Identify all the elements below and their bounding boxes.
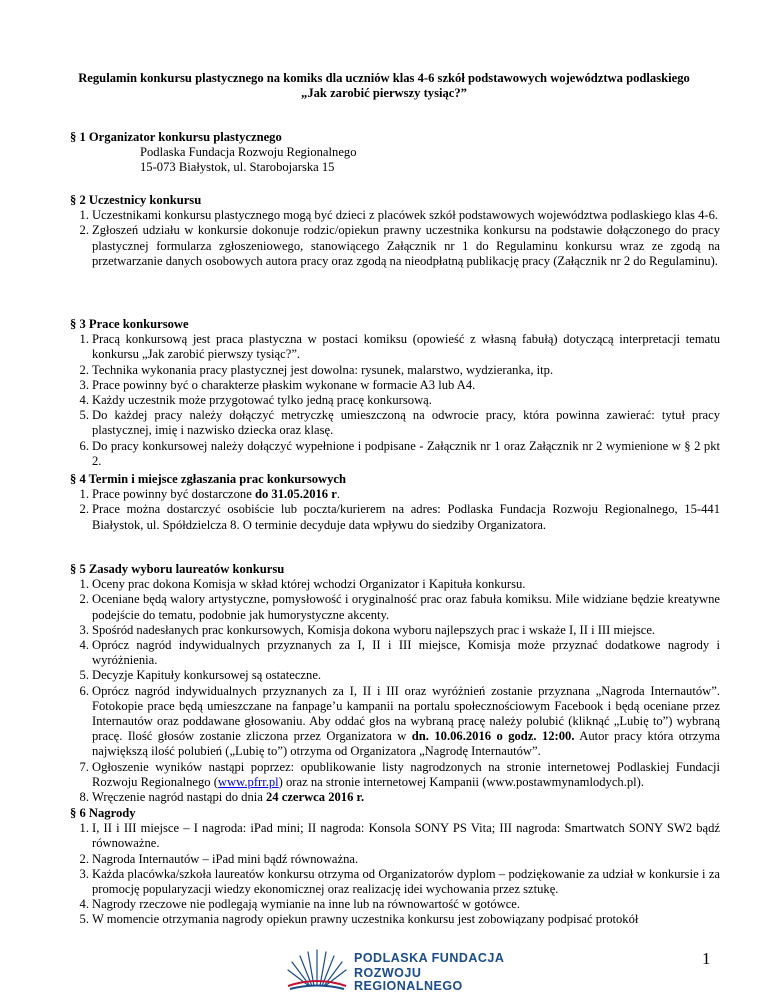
numbered-list (70, 821, 720, 927)
list-item: 3. Każda placówka/szkoła laureatów konkursu otrzyma od Organizatorów dyplom – podziękowanie za udział w konkursie i za promocję popularyzacji wiedzy ekonomicznej oraz realizację idei wychowania przez sztukę. (79, 866, 720, 897)
numbered-list (70, 577, 720, 805)
list-item: 2. Technika wykonania pracy plastycznej jest dowolna: rysunek, malarstwo, wydzieranka, itp. (79, 362, 554, 377)
logo-text-line1: PODLASKA FUNDACJA (354, 951, 505, 965)
page-number: 1 (702, 949, 711, 968)
list-item: 5. Do każdej pracy należy dołączyć metryczkę umieszczoną na odwrocie pracy, która powinna zawierać: tytuł pracy plastycznej, imię i nazwisko dziecka oraz klasę. (79, 408, 720, 438)
section-1 (70, 130, 720, 176)
section-heading: § 2 Uczestnicy konkursu (70, 193, 202, 207)
section-heading: § 1 Organizator konkursu plastycznego (70, 130, 282, 144)
organizer-name: Podlaska Fundacja Rozwoju Regionalnego (140, 145, 357, 160)
organizer-address: 15-073 Białystok, ul. Starobojarska 15 (140, 160, 335, 175)
list-item: 1. I, II i III miejsce – I nagroda: iPad mini; II nagroda: Konsola SONY PS Vita; III nagroda: Smartwatch SONY SW2 bądź równoważne. (79, 821, 720, 851)
list-item: 2. Zgłoszeń udziału w konkursie dokonuje rodzic/opiekun prawny uczestnika konkursu na podstawie dołączonego do pracy plastycznej formularza zgłoszeniowego, stanowiącego Załącznik nr 1 do Regulaminu konkursu wraz ze zgodą na przetwarzanie danych osobowych autora pracy oraz zgodą na nieodpłatną publikację pracy (Załącznik nr 2 do Regulaminu). (79, 223, 720, 268)
numbered-list (70, 208, 720, 269)
document-title: Regulamin konkursu plastycznego na komiks dla uczniów klas 4-6 szkół podstawowych województwa podlaskiego „Jak zarobić pierwszy tysiąc?” (78, 71, 690, 100)
section-heading: § 3 Prace konkursowe (70, 317, 189, 331)
list-item: 3. Prace powinny być o charakterze płaskim wykonane w formacie A3 lub A4. (79, 377, 476, 392)
pfrr-website-link[interactable]: www.pfrr.pl (217, 774, 279, 789)
logo-text-line2: ROZWOJU REGIONALNEGO (354, 966, 463, 993)
list-item: 8. Wręczenie nagród nastąpi do dnia 24 czerwca 2016 r. (79, 790, 365, 805)
list-item: 6. Do pracy konkursowej należy dołączyć wypełnione i podpisane - Załącznik nr 1 oraz Załącznik nr 2 wymienione w § 2 pkt 2. (79, 438, 720, 468)
list-item: 2. Nagroda Internautów – iPad mini bądź równoważna. (79, 851, 359, 866)
numbered-list (70, 487, 720, 533)
list-item: 1. Pracą konkursową jest praca plastyczna w postaci komiksu (opowieść z własną fabułą) dotyczącą interpretacji tematu konkursu „Jak zarobić pierwszy tysiąc?”. (79, 332, 720, 362)
list-item: 5. Decyzje Kapituły konkursowej są ostateczne. (79, 668, 322, 683)
section-4 (70, 472, 720, 533)
section-heading: § 6 Nagrody (70, 806, 136, 820)
list-item: 4. Każdy uczestnik może przygotować tylko jedną pracę konkursową. (79, 393, 432, 408)
section-heading: § 4 Termin i miejsce zgłaszania prac konkursowych (70, 472, 347, 486)
section-heading: § 5 Zasady wyboru laureatów konkursu (70, 562, 285, 576)
numbered-list (70, 332, 720, 469)
list-item: 1. Uczestnikami konkursu plastycznego mogą być dzieci z placówek szkół podstawowych województwa podlaskiego klas 4-6. (79, 208, 719, 223)
list-item: 3. Spośród nadesłanych prac konkursowych, Komisja dokona wyboru najlepszych prac i wskaże I, II i III miejsce. (79, 622, 656, 637)
section-2 (70, 193, 720, 269)
tree-logo-icon (286, 946, 348, 990)
list-item: 2. Prace można dostarczyć osobiście lub poczta/kurierem na adres: Podlaska Fundacja Rozwoju Regionalnego, 15-441 Białystok, ul. Spółdzielcza 8. O terminie decyduje data wpływu do siedziby Organizatora. (79, 502, 720, 532)
section-3 (70, 317, 720, 469)
list-item: 2. Oceniane będą walory artystyczne, pomysłowość i oryginalność prac oraz fabuła komiksu. Mile widziane będzie kreatywne podejście do tematu, podobnie jak humorystyczne akcenty. (79, 592, 720, 622)
list-item: 1. Oceny prac dokona Komisja w skład której wchodzi Organizator i Kapituła konkursu. (79, 577, 526, 592)
list-item: 4. Nagrody rzeczowe nie podlegają wymianie na inne lub na równowartość w gotówce. (79, 897, 521, 912)
list-item: 4. Oprócz nagród indywidualnych przyznanych za I, II i III miejsce, Komisja może przyznać dodatkowe nagrody i wyróżnienia. (79, 638, 720, 668)
list-item: 7. Ogłoszenie wyników nastąpi poprzez: opublikowanie listy nagrodzonych na stronie internetowej Podlaskiej Fundacji Rozwoju Regionalnego (www.pfrr.pl) oraz na stronie internetowej Kampanii (www.postawmynamlodych.pl). (79, 759, 720, 789)
foundation-logo (286, 946, 516, 993)
list-item: 5. W momencie otrzymania nagrody opiekun prawny uczestnika konkursu jest zobowiązany podpisać protokół (79, 912, 639, 927)
section-5 (70, 562, 720, 805)
list-item: 6. Oprócz nagród indywidualnych przyznanych za I, II i III oraz wyróżnień zostanie przyznana „Nagroda Internautów”. Fotokopie prace będą umieszczane na fanpage’u kampanii na portalu społecznościowym Facebook i będą oceniane przez Internautów oraz poddawane głosowaniu. Aby oddać głos na wybraną pracę należy polubić (kliknąć „Lubię to”) wybraną pracę. Ilość głosów zostanie zliczona przez Organizatora w dn. 10.06.2016 o godz. 12:00. Autor pracy która otrzyma największą ilość polubień („Lubię to”) otrzyma od Organizatora „Nagrodę Internautów”. (79, 683, 721, 759)
list-item: 1. Prace powinny być dostarczone do 31.05.2016 r. (79, 487, 340, 502)
section-6 (70, 806, 720, 928)
